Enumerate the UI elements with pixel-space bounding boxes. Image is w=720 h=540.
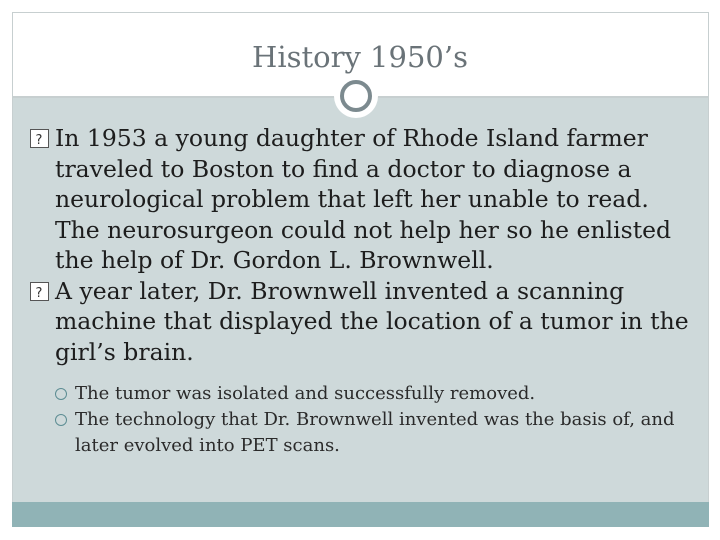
bullet-item [30, 123, 700, 276]
slide-title: History 1950’s [252, 40, 468, 74]
bullet-item [30, 276, 700, 368]
ring-icon [340, 80, 372, 112]
sub-bullet-text: The tumor was isolated and successfully removed. [75, 383, 536, 404]
missing-glyph-box-icon [30, 129, 49, 148]
hollow-circle-bullet-icon [55, 414, 67, 426]
missing-glyph-box-icon [30, 282, 49, 301]
hollow-circle-bullet-icon [55, 388, 67, 400]
bullet-text: A year later, Dr. Brownwell invented a scanning machine that displayed the location of a tumor in the girl’s brain. [55, 276, 689, 366]
sub-bullet-item [54, 381, 700, 407]
sub-bullet-item [54, 407, 700, 459]
bullet-list [30, 123, 700, 459]
footer-bar [12, 502, 709, 527]
sub-bullet-list [30, 381, 700, 459]
bullet-text: In 1953 a young daughter of Rhode Island farmer traveled to Boston to find a doctor to diagnose a neurological problem that left her unable to read. The neurosurgeon could not help her so he enlisted the help of Dr. Gordon L. Brownwell. [55, 124, 672, 274]
sub-bullet-text: The technology that Dr. Brownwell invented was the basis of, and later evolved into PET scans. [75, 409, 675, 456]
